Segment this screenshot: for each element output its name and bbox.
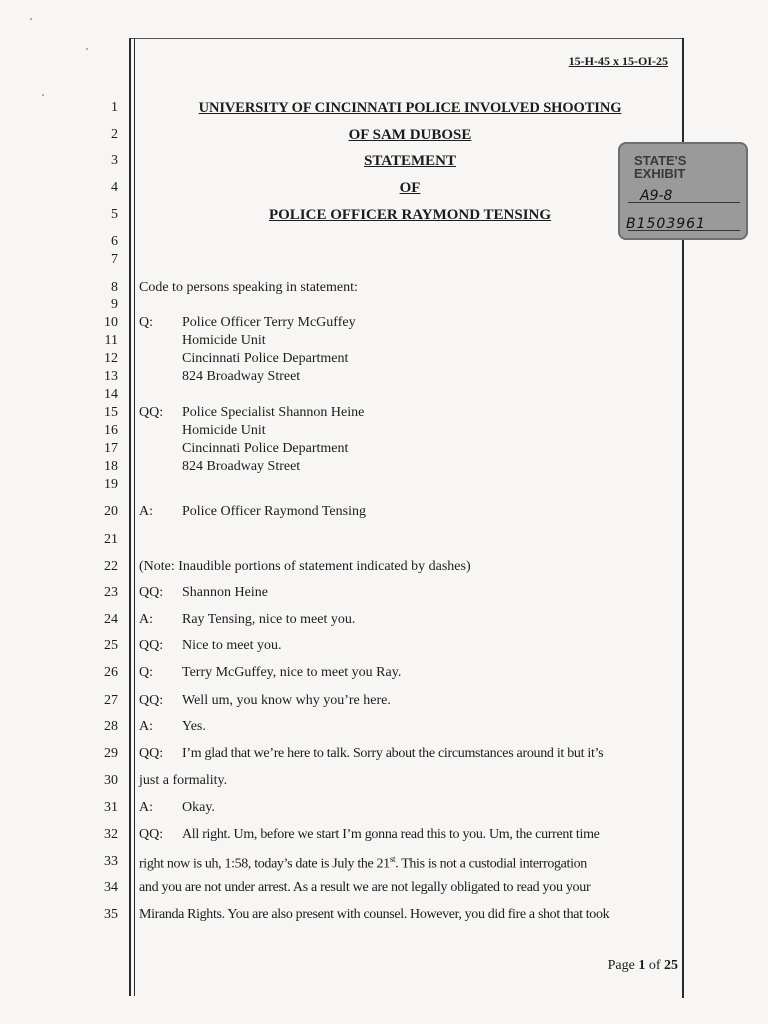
speaker-detail: Homicide Unit (182, 423, 266, 438)
dialogue-speaker: QQ: (139, 638, 164, 653)
dialogue-speaker: QQ: (139, 693, 164, 708)
line-number: 29 (104, 746, 118, 761)
dialogue-speaker: Q: (139, 665, 153, 680)
dialogue-text: Okay. (182, 800, 215, 815)
line-number: 6 (111, 234, 118, 249)
line-number: 26 (104, 665, 118, 680)
left-margin-rule-inner (134, 38, 135, 996)
speaker-detail: Cincinnati Police Department (182, 351, 349, 366)
line-number: 9 (111, 297, 118, 312)
speaker-detail: 824 Broadway Street (182, 459, 301, 474)
document-title-line: OF SAM DUBOSE (348, 127, 472, 143)
dialogue-speaker: A: (139, 719, 153, 734)
dialogue-text: Well um, you know why you’re here. (182, 693, 391, 708)
line-number: 22 (104, 559, 118, 574)
line-number: 30 (104, 773, 118, 788)
document-title-line: POLICE OFFICER RAYMOND TENSING (268, 207, 552, 223)
top-rule (129, 38, 684, 39)
dialogue-speaker: A: (139, 800, 153, 815)
dialogue-speaker: QQ: (139, 746, 164, 761)
dialogue-text: Terry McGuffey, nice to meet you Ray. (182, 665, 402, 680)
speaker-code: QQ: (139, 405, 164, 420)
line-number: 5 (111, 207, 118, 222)
speaker-detail: 824 Broadway Street (182, 369, 301, 384)
scan-speck (30, 18, 32, 20)
dialogue-text: Miranda Rights. You are also present with counsel. However, you did fire a shot that took (139, 907, 610, 922)
case-number: 15-H-45 x 15-OI-25 (568, 54, 668, 68)
page-label: Page (607, 958, 635, 973)
dialogue-text: Ray Tensing, nice to meet you. (182, 612, 356, 627)
line-number: 15 (104, 405, 118, 420)
scan-speck (86, 48, 88, 50)
stamp-case-ref: B1503961 (626, 216, 706, 232)
code-heading: Code to persons speaking in statement: (139, 280, 358, 295)
speaker-detail: Homicide Unit (182, 333, 266, 348)
exhibit-stamp (618, 142, 748, 240)
line-number: 32 (104, 827, 118, 842)
transcript-note: (Note: Inaudible portions of statement indicated by dashes) (139, 559, 471, 574)
dialogue-speaker: QQ: (139, 585, 164, 600)
document-title-line: STATEMENT (364, 153, 456, 169)
speaker-detail: Police Officer Terry McGuffey (182, 315, 356, 330)
stamp-label: STATE'S EXHIBIT (634, 153, 687, 181)
line-number: 11 (104, 333, 118, 348)
scan-speck (42, 94, 44, 96)
dialogue-speaker: A: (139, 612, 153, 627)
line-number: 10 (104, 315, 118, 330)
of-label: of (648, 958, 661, 973)
document-title-line: UNIVERSITY OF CINCINNATI POLICE INVOLVED SHOOTING (198, 100, 622, 116)
line-number: 7 (111, 252, 118, 267)
line-number: 8 (111, 280, 118, 295)
dialogue-text: just a formality. (139, 773, 228, 788)
line-number: 12 (104, 351, 118, 366)
line-number: 2 (111, 127, 118, 142)
line-number: 1 (111, 100, 118, 115)
line-number: 19 (104, 477, 118, 492)
line-number: 18 (104, 459, 118, 474)
line-number: 4 (111, 180, 118, 195)
line-number: 34 (104, 880, 118, 895)
line-number: 14 (104, 387, 118, 402)
dialogue-text: Shannon Heine (182, 585, 268, 600)
dialogue-text: Nice to meet you. (182, 638, 282, 653)
line-number: 13 (104, 369, 118, 384)
left-margin-rule (129, 38, 131, 996)
line-number: 24 (104, 612, 118, 627)
line-number: 23 (104, 585, 118, 600)
line-number: 17 (104, 441, 118, 456)
page-footer (608, 958, 678, 974)
dialogue-text: and you are not under arrest. As a result we are not legally obligated to read you your (139, 880, 591, 895)
line-number: 35 (104, 907, 118, 922)
line-number: 20 (104, 504, 118, 519)
line-number: 27 (104, 693, 118, 708)
speaker-detail: Cincinnati Police Department (182, 441, 349, 456)
dialogue-text: I’m glad that we’re here to talk. Sorry about the circumstances around it but it’s (182, 746, 604, 761)
document-title-line: OF (399, 180, 421, 196)
speaker-code: A: (139, 504, 153, 519)
line-number: 16 (104, 423, 118, 438)
dialogue-text: right now is uh, 1:58, today’s date is July the 21st. This is not a custodial interrogation (139, 854, 587, 872)
speaker-detail: Police Officer Raymond Tensing (182, 504, 366, 519)
line-number: 31 (104, 800, 118, 815)
line-number: 33 (104, 854, 118, 869)
page-number: 1 (638, 958, 646, 973)
line-number: 3 (111, 153, 118, 168)
line-number: 21 (104, 532, 118, 547)
speaker-detail: Police Specialist Shannon Heine (182, 405, 365, 420)
dialogue-text: All right. Um, before we start I’m gonna read this to you. Um, the current time (182, 827, 600, 842)
line-number: 25 (104, 638, 118, 653)
dialogue-text: Yes. (182, 719, 206, 734)
stamp-exhibit-number: A9-8 (640, 188, 673, 204)
line-number: 28 (104, 719, 118, 734)
dialogue-speaker: QQ: (139, 827, 164, 842)
speaker-code: Q: (139, 315, 153, 330)
total-pages: 25 (664, 958, 678, 973)
